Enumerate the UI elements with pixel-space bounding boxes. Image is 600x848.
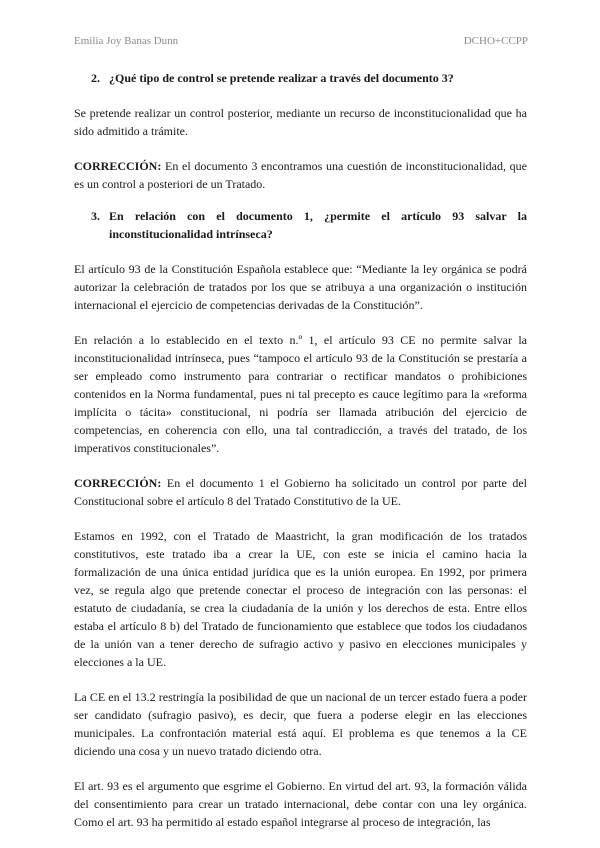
question-2 [74,69,527,87]
header-course: DCHO+CCPP [463,35,528,47]
document-body [74,69,527,831]
maastricht-paragraph: Estamos en 1992, con el Tratado de Maastricht, la gran modificación de los tratados constitutivos, este tratado iba a crear la UE, con este se inicia el camino hacia la formalización de una única entidad jurídica que es la unión europea. En 1992, por primera vez, se regula algo que pretende conectar el proceso de integración con las personas: el estatuto de ciudadanía, se crea la ciudadanía de la unión y los derechos de esta. Entre ellos estaba el artículo 8 b) del Tratado de funcionamiento que establece que todos los ciudadanos de la unión van a tener derecho de sufragio activo y pasivo en elecciones municipales y elecciones a la UE. [74,529,527,669]
question-3-text: En relación con el documento 1, ¿permite el artículo 93 salvar la inconstitucionalidad intrínseca? [109,209,527,241]
art-93-argument-paragraph: El art. 93 es el argumento que esgrime el Gobierno. En virtud del art. 93, la formación válida del consentimiento para crear un tratado internacional, debe contar con una ley orgánica. Como el art. 93 ha permitido al estado español integrarse al proceso de integración, las [74,779,527,829]
correction-2-label: CORRECCIÓN: [74,476,162,490]
correction-2-text: En el documento 1 el Gobierno ha solicitado un control por parte del Constitucional sobre el artículo 8 del Tratado Constitutivo de la UE. [74,476,527,508]
question-3 [74,207,527,243]
correction-2 [74,474,527,510]
article-93-paragraph: El artículo 93 de la Constitución Española establece que: “Mediante la ley orgánica se podrá autorizar la celebración de tratados por los que se atribuya a una organización o institución internacional el ejercicio de competencias derivadas de la Constitución”. [74,262,527,312]
question-2-text: ¿Qué tipo de control se pretende realizar a través del documento 3? [109,71,454,85]
answer-2-paragraph: Se pretende realizar un control posterior, mediante un recurso de inconstitucionalidad que ha sido admitido a trámite. [74,106,527,138]
question-3-number: 3. [91,209,100,223]
question-2-number: 2. [91,71,100,85]
correction-1-text: En el documento 3 encontramos una cuestión de inconstitucionalidad, que es un control a posteriori de un Tratado. [74,159,527,191]
correction-1 [74,157,527,193]
header-author: Emilia Joy Banas Dunn [74,35,179,47]
ce-13-2-paragraph: La CE en el 13.2 restringía la posibilidad de que un nacional de un tercer estado fuera a poder ser candidato (sufragio pasivo), es decir, que fuera a poderse elegir en las elecciones municipales. La confrontación material está aquí. El problema es que tenemos a la CE diciendo una cosa y un nuevo tratado diciendo otra. [74,690,527,758]
text-1-relation-paragraph: En relación a lo establecido en el texto n.º 1, el artículo 93 CE no permite salvar la inconstitucionalidad intrínseca, pues “tampoco el artículo 93 de la Constitución se prestaría a ser empleado como instrumento para contrariar o rectificar mandatos o prohibiciones contenidos en la Norma fundamental, pues ni tal precepto es cauce legítimo para la «reforma implícita o tácita» constitucional, ni podría ser llamada atribución del ejercicio de competencias, en coherencia con ello, una tal contradicción, a través del tratado, de los imperativos constitucionales”. [74,333,527,455]
correction-1-label: CORRECCIÓN: [74,159,162,173]
page-header [74,35,528,49]
